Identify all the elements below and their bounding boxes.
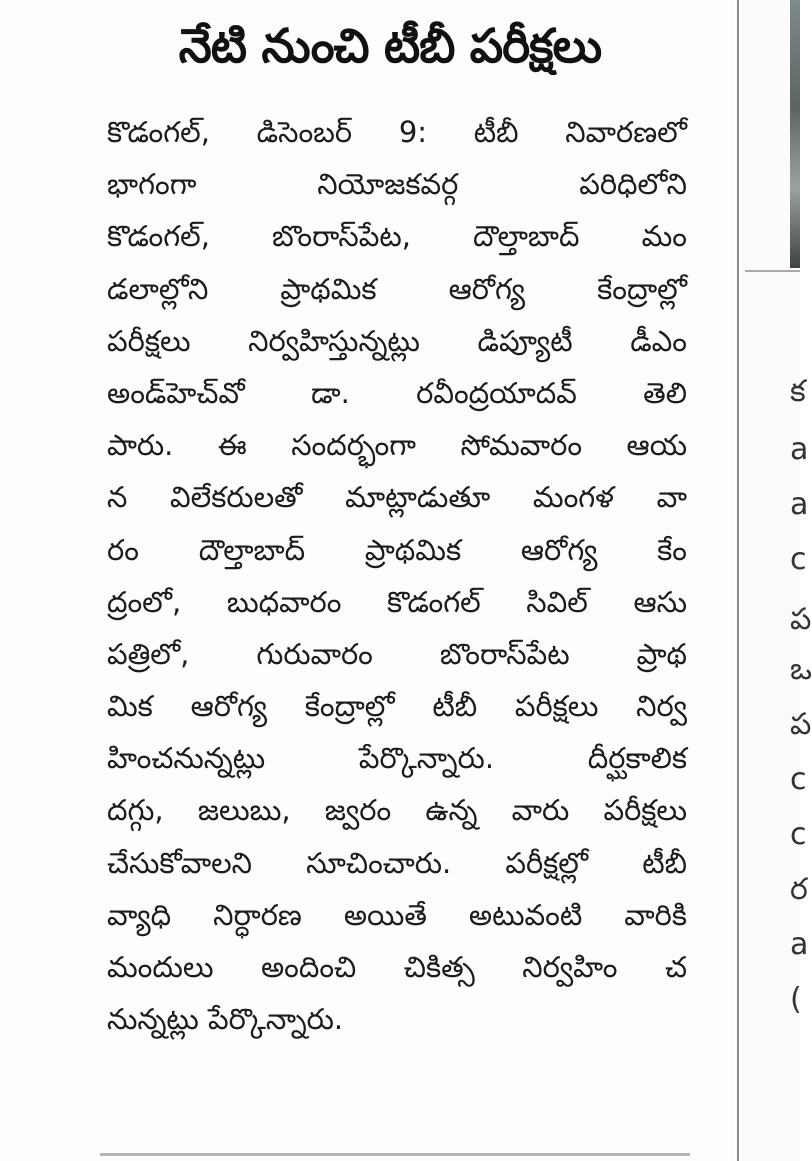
body-line: మందులు అందించి చికిత్స నిర్వహిం చ	[107, 950, 687, 984]
neighbor-text-fragment: క	[790, 374, 806, 409]
neighbor-text-fragment: ప	[790, 602, 812, 637]
neighbor-text-fragment: c	[790, 542, 807, 577]
body-line: న విలేకరులతో మాట్లాడుతూ మంగళ వా	[107, 480, 687, 515]
neighbor-text-fragment: ర	[790, 872, 808, 907]
body-line: అండ్‌హెచ్‌వో డా. రవీంద్రయాదవ్ తెలి	[107, 375, 687, 410]
body-line: భాగంగా నియోజకవర్గ పరిధిలోని	[107, 167, 687, 202]
neighbor-text-fragment: a	[790, 487, 809, 522]
body-line: పరీక్షలు నిర్వహిస్తున్నట్లు డిప్యూటీ డీఎం	[107, 323, 687, 358]
neighbor-text-fragment: ఒ	[790, 652, 812, 687]
article-bottom-rule	[100, 1153, 690, 1156]
article-body	[107, 106, 687, 1045]
body-line: చేసుకోవాలని సూచించారు. పరీక్షల్లో టీబీ	[107, 845, 687, 880]
body-line: పత్రిలో, గురువారం బొంరాస్‌పేట ప్రాథ	[107, 636, 687, 671]
body-line: మిక ఆరోగ్య కేంద్రాల్లో టీబీ పరీక్షలు నిర్వ	[107, 689, 687, 724]
body-line: కొడంగల్, డిసెంబర్ 9: టీబీ నివారణలో	[107, 115, 687, 149]
body-line: డలాల్లోని ప్రాథమిక ఆరోగ్య కేంద్రాల్లో	[107, 271, 687, 306]
neighbor-text-fragment: a	[790, 927, 809, 962]
body-line: ద్రంలో, బుధవారం కొడంగల్ సివిల్ ఆసు	[107, 584, 687, 619]
neighbor-text-fragment: c	[790, 762, 807, 797]
article-headline: నేటి నుంచి టీబీ పరీక్షలు	[178, 19, 602, 74]
neighbor-text-fragment: a	[790, 432, 809, 467]
body-line: దగ్గు, జలుబు, జ్వరం ఉన్న వారు పరీక్షలు	[107, 793, 687, 828]
body-line: పారు. ఈ సందర్భంగా సోమవారం ఆయ	[107, 428, 687, 463]
neighbor-text-fragment: c	[790, 817, 807, 852]
neighbor-photo-edge	[790, 0, 800, 268]
body-line: కొడంగల్, బొంరాస్‌పేట, దౌల్తాబాద్ మం	[107, 219, 687, 254]
column-divider	[737, 0, 739, 1161]
body-line: రం దౌల్తాబాద్ ప్రాథమిక ఆరోగ్య కేం	[107, 532, 687, 567]
body-line: హించనున్నట్లు పేర్కొన్నారు. దీర్ఘకాలిక	[107, 741, 687, 776]
body-line: నున్నట్లు పేర్కొన్నారు.	[107, 1002, 344, 1037]
body-line: వ్యాధి నిర్ధారణ అయితే అటువంటి వారికి	[107, 897, 687, 932]
neighbor-text-fragment: ప	[790, 707, 812, 742]
neighbor-text-fragment: (	[790, 982, 802, 1017]
neighbor-photo-rule	[745, 270, 800, 272]
